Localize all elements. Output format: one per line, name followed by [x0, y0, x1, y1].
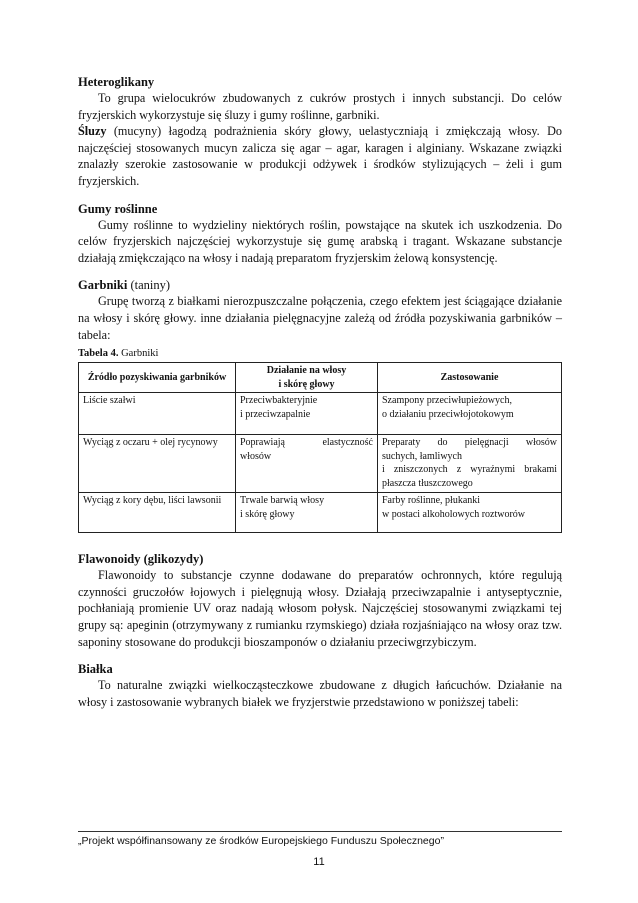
section-paragraph: Grupę tworzą z białkami nierozpuszczalne połączenia, czego efektem jest ściągające działanie na włosy i skórę głowy. inne działania pielęgnacyjne zależą od źródła pozyskiwania garbników – tabela: — [78, 294, 562, 342]
section-title: Heteroglikany — [78, 75, 155, 89]
table-row — [79, 393, 562, 435]
section-title-main: Garbniki — [78, 278, 128, 293]
section-title-suffix: (taniny) — [127, 278, 171, 293]
footer-funding-note: „Projekt współfinansowany ze środków Europejskiego Funduszu Społecznego” — [78, 835, 444, 847]
table-cell-use: Szampony przeciwłupieżowych, o działaniu przeciwłojotokowym — [378, 393, 562, 435]
table-cell-source: Liście szałwi — [79, 393, 236, 435]
section-title: Flawonoidy (glikozydy) — [78, 552, 204, 567]
table-cell-action: Trwale barwią włosy i skórę głowy — [236, 493, 378, 533]
section-paragraph: To naturalne związki wielkocząsteczkowe zbudowane z długich łańcuchów. Działanie na włosy i zastosowanie wybranych białek we fryzjerstwie przedstawiono w poniższej tabeli: — [78, 678, 562, 709]
section-bialka — [78, 661, 562, 710]
table-cell-source: Wyciąg z oczaru + olej rycynowy — [79, 435, 236, 493]
table-caption-title: Garbniki — [118, 348, 159, 360]
section-title: Białka — [78, 662, 113, 677]
section-flawonoidy — [78, 551, 562, 650]
table-header-use: Zastosowanie — [378, 363, 562, 393]
table-cell-action: Przeciwbakteryjnie i przeciwzapalnie — [236, 393, 378, 435]
term-bold: Śluzy — [78, 124, 107, 139]
table-cell-action: Poprawiają elastyczność włosów — [236, 435, 378, 493]
table-cell-use: Preparaty do pielęgnacji włosów suchych, łamliwych i zniszczonych z wyraźnymi brakami płaszcza tłuszczowego — [378, 435, 562, 493]
garbniki-table — [78, 362, 562, 533]
section-title: Gumy roślinne — [78, 201, 158, 216]
footer-divider — [78, 831, 562, 832]
table-caption — [78, 347, 562, 361]
table-caption-label: Tabela 4. — [78, 348, 119, 360]
table-row — [79, 435, 562, 493]
table-row — [79, 493, 562, 533]
section-title — [78, 277, 562, 293]
table-header-source: Źródło pozyskiwania garbników — [79, 363, 236, 393]
table-header-row — [79, 363, 562, 393]
table-cell-use: Farby roślinne, płukanki w postaci alkoholowych roztworów — [378, 493, 562, 533]
term-description: (mucyny) łagodzą podrażnienia skóry głowy, uelastyczniają i zmiękczają włosy. Do najczęściej stosowanych mucyn zalicza się agar – agar, karagen i alginiany. Wskazane związki znalazły szerokie zastosowanie w produkcji odżywek i środków stylizujących – żeli i gum fryzjerskich. — [78, 124, 562, 188]
section-paragraph: Gumy roślinne to wydzieliny niektórych roślin, powstające na skutek ich uszkodzenia. Do celów fryzjerskich najczęściej wykorzystuje się gumę arabską i tragant. Wskazane substancje działają zmiękczająco na włosy i nadają preparatom fryzjerskim żelową konsystencję. — [78, 217, 562, 265]
section-gumy — [78, 201, 562, 267]
table-header-action: Działanie na włosy i skórę głowy — [236, 363, 378, 393]
section-paragraph: To grupa wielocukrów zbudowanych z cukrów prostych i innych substancji. Do celów fryzjerskich wykorzystuje się śluzy i gumy roślinne, garbniki. — [78, 91, 562, 122]
section-heteroglikany — [78, 74, 562, 190]
section-paragraph — [78, 123, 562, 189]
section-garbniki — [78, 277, 562, 343]
table-cell-source: Wyciąg z kory dębu, liści lawsonii — [79, 493, 236, 533]
section-paragraph: Flawonoidy to substancje czynne dodawane do preparatów ochronnych, które regulują czynności gruczołów łojowych i pielęgnują włosy. Działają przeciwzapalnie i antyseptycznie, pochłaniają promienie UV oraz nadają włosom połysk. Najczęściej stosowanymi związkami tej grupy są: apeginin (otrzymywany z rumianku rzymskiego) działa rozjaśniająco na włosy oraz tzw. saponiny stosowane do produkcji bioszamponów o działaniu przeciwgrzybiczym. — [78, 568, 562, 649]
page-number: 11 — [313, 856, 325, 868]
page-content — [78, 74, 562, 721]
